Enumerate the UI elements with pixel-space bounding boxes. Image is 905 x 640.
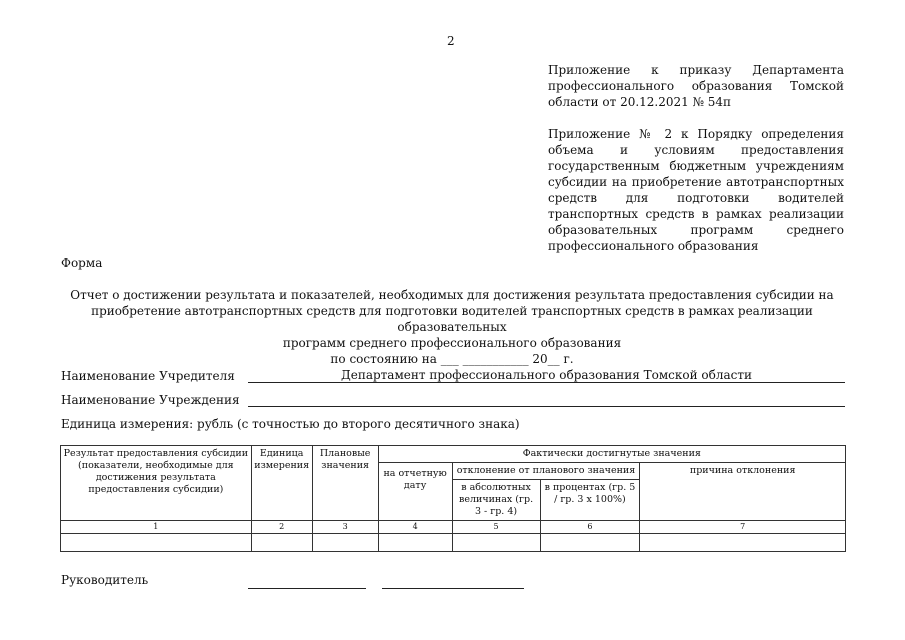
signature-name-field[interactable] <box>382 574 524 589</box>
signature-field[interactable] <box>248 574 366 589</box>
page-number: 2 <box>447 34 455 48</box>
founder-field[interactable]: Департамент профессионального образования Томской области <box>248 368 845 383</box>
header-reporting-date: на отчетную дату <box>378 463 452 521</box>
title-line-1: Отчет о достижении результата и показателей, необходимых для достижения результата предоставления субсидии на <box>70 288 834 302</box>
header-percent: в процентах (гр. 5 / гр. 3 x 100%) <box>540 480 640 521</box>
founder-label: Наименование Учредителя <box>61 369 235 383</box>
title-line-4: по состоянию на ___ ___________ 20__ г. <box>330 352 574 366</box>
table-row <box>61 534 846 552</box>
signature-label: Руководитель <box>61 573 149 587</box>
header-absolute: в абсолютных величинах (гр. 3 - гр. 4) <box>452 480 540 521</box>
appendix-order-note <box>548 62 844 110</box>
data-cell[interactable] <box>452 534 540 552</box>
data-cell[interactable] <box>61 534 252 552</box>
institution-field[interactable] <box>248 392 845 407</box>
header-deviation-reason: причина отклонения <box>640 463 846 521</box>
column-number: 2 <box>251 521 312 534</box>
appendix-procedure-note <box>548 126 844 254</box>
header-unit: Единица измерения <box>251 446 312 521</box>
column-number: 7 <box>640 521 846 534</box>
header-result: Результат предоставления субсидии (показатели, необходимые для достижения результата предоставления субсидии) <box>61 446 252 521</box>
data-cell[interactable] <box>378 534 452 552</box>
data-cell[interactable] <box>640 534 846 552</box>
appendix-order-text: Приложение к приказу Департамента профессионального образования Томской области от 20.12.2021 № 54п <box>548 63 844 109</box>
header-actual-group: Фактически достигнутые значения <box>378 446 845 463</box>
data-cell[interactable] <box>312 534 378 552</box>
data-cell[interactable] <box>540 534 640 552</box>
column-number: 5 <box>452 521 540 534</box>
report-title <box>52 287 852 367</box>
column-number: 4 <box>378 521 452 534</box>
column-number: 3 <box>312 521 378 534</box>
column-number: 1 <box>61 521 252 534</box>
report-table <box>60 445 846 552</box>
column-number: 6 <box>540 521 640 534</box>
title-line-2: приобретение автотранспортных средств для подготовки водителей транспортных средств в рамках реализации образовательных <box>91 304 813 334</box>
title-line-3: программ среднего профессионального образования <box>282 336 622 350</box>
institution-label: Наименование Учреждения <box>61 393 240 407</box>
unit-note: Единица измерения: рубль (с точностью до второго десятичного знака) <box>61 417 520 431</box>
form-label: Форма <box>61 256 103 270</box>
header-planned: Плановые значения <box>312 446 378 521</box>
appendix-procedure-text: Приложение № 2 к Порядку определения объема и условиям предоставления государственным бюджетным учреждениям субсидии на приобретение автотранспортных средств для подготовки водителей транспортных средств в рамках реализации образовательных программ среднего профессионального образования <box>548 127 844 253</box>
header-deviation-group: отклонение от планового значения <box>452 463 640 480</box>
data-cell[interactable] <box>251 534 312 552</box>
